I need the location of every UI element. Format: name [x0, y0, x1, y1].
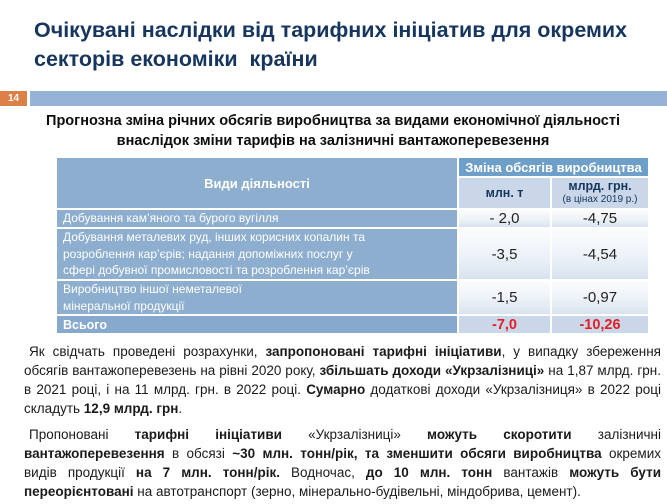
table-value-coal-mlrd-grn: -4,75 [552, 210, 648, 227]
table-total-mln-t: -7,0 [459, 316, 550, 333]
table-label-line: розроблення кар’єрів; надання допоміжних послуг у [63, 246, 353, 261]
table-total-label: Всього [57, 316, 457, 333]
table-label-line: Добування металевих руд, інших корисних копалин та [63, 230, 365, 245]
unit-mlrd-grn-label: млрд. грн. [568, 179, 632, 193]
table-value-ores-mln-t: -3,5 [459, 229, 550, 279]
table-label-line: Добування кам’яного та бурого вугілля [63, 211, 279, 226]
unit-mln-t-label: млн. т [485, 185, 524, 200]
slide-number-badge: 14 [0, 91, 27, 106]
header-divider-bar [30, 91, 667, 106]
table-label-line: Виробництво іншої неметалевої [63, 282, 242, 296]
table-caption-line-2: внаслідок зміни тарифів на залізничні вантажоперевезення [116, 133, 550, 149]
slide-title [34, 16, 627, 74]
table-total-mlrd-grn: -10,26 [552, 316, 648, 333]
table-label-line: мінеральної продукції [63, 298, 185, 313]
unit-mlrd-grn-note: (в цінах 2019 р.) [562, 194, 638, 205]
table-header-mln-t [459, 178, 550, 208]
table-header-activity: Види діяльності [57, 158, 457, 208]
production-change-table [57, 158, 648, 333]
table-value-coal-mln-t: - 2,0 [459, 210, 550, 227]
table-value-mineral-mlrd-grn: -0,97 [552, 281, 648, 314]
table-label-line: сфері добувної промисловості та розроблення кар’єрів [63, 263, 370, 278]
table-caption [33, 111, 633, 151]
slide-title-line-1: Очікувані наслідки від тарифних ініціатив для окремих [34, 18, 628, 42]
table-header-mlrd-grn [552, 178, 648, 208]
table-value-mineral-mln-t: -1,5 [459, 281, 550, 314]
table-row-label-coal [57, 210, 457, 227]
table-header-production-change: Зміна обсягів виробництва [459, 158, 648, 176]
table-value-ores-mlrd-grn: -4,54 [552, 229, 648, 279]
table-row-label-ores [57, 229, 457, 279]
paragraph-freight-effects: Пропоновані тарифні ініціативи «Укрзалізниці» можуть скоротити залізничні вантажоперевезення в обсязі ~30 млн. тонн/рік, та зменшити обсяги виробництва окремих видів продукції на 7 млн. тонн/рік. Водночас, до 10 млн. тонн вантажів можуть бути переорієнтовані на автотранспорт (зерно, мінерально-будівельні, міндобрива, цемент). [24, 427, 662, 499]
table-caption-line-1: Прогнозна зміна річних обсягів виробництва за видами економічної діяльності [46, 113, 620, 129]
paragraph-revenue-effects: Як свідчать проведені розрахунки, запропоновані тарифні ініціативи, у випадку збереження обсягів вантажоперевезень на рівні 2020 року, збільшать доходи «Укрзалізниці» на 1,87 млрд. грн. в 2021 році, і на 11 млрд. грн. в 2022 році. Сумарно додаткові доходи «Укрзалізниця» в 2022 році складуть 12,9 млрд. грн. [24, 344, 662, 416]
slide-title-line-2: секторів економіки країни [34, 47, 318, 71]
table-row-label-mineral [57, 281, 457, 314]
